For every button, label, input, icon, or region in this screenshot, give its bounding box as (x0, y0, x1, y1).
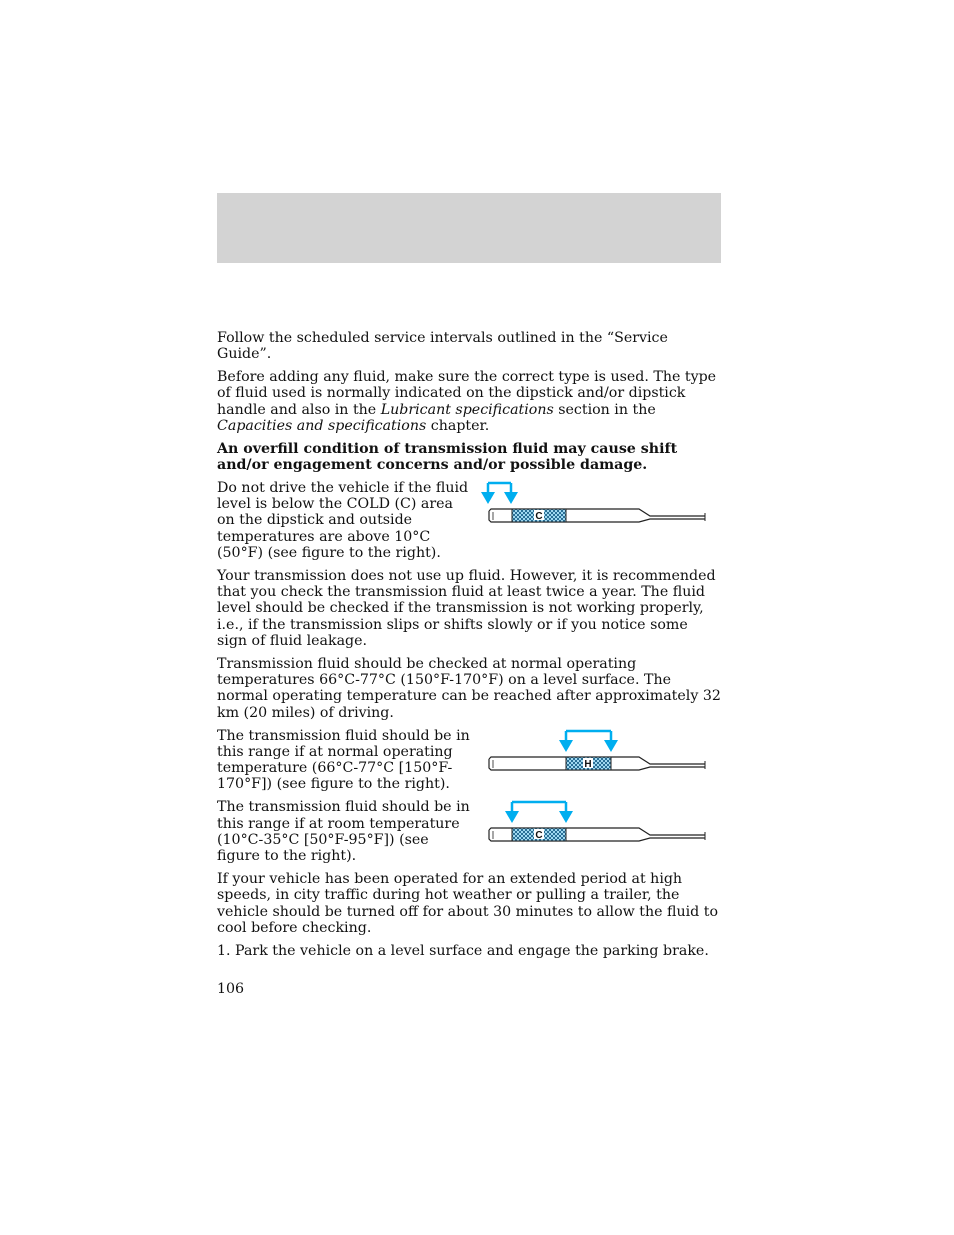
cold-zone-label: C (535, 510, 543, 522)
cold-warning-row (217, 480, 722, 561)
hot-zone-label: H (584, 758, 592, 770)
paragraph-operating-temp: Transmission fluid should be checked at normal operating temperatures 66°C-77°C (150°F-170°F) on a level surface. The normal operating temperature can be reached after approximately 32 km (20 miles) of driving. (217, 655, 721, 721)
link-lubricant-specifications: Lubricant specifications (380, 401, 554, 418)
hot-range-row (217, 728, 722, 793)
link-capacities-specifications: Capacities and specifications (217, 417, 427, 434)
fluid-type-text-3: chapter. (426, 417, 490, 434)
arrow-bracket-low (481, 483, 518, 504)
dipstick-hot-illustration (487, 728, 707, 776)
header-band (217, 193, 721, 263)
dipstick-low-illustration (487, 480, 707, 528)
paragraph-cold-range: The transmission fluid should be in this range if at room temperature (10°C-35°C [50°F-95°F]) (see figure to the right). (217, 799, 470, 865)
cold-range-row (217, 799, 722, 864)
paragraph-cold-warning: Do not drive the vehicle if the fluid level is below the COLD (C) area on the dipstick and outside temperatures are above 10°C (50°F) (see figure to the right). (217, 479, 469, 562)
step-1-park: 1. Park the vehicle on a level surface and engage the parking brake. (217, 942, 709, 959)
paragraph-fluid-type (217, 369, 722, 434)
arrow-bracket-hot (559, 731, 618, 752)
arrow-bracket-cold (505, 802, 573, 823)
paragraph-service-intervals: Follow the scheduled service intervals outlined in the “Service Guide”. (217, 330, 668, 363)
figure-dipstick-cold (487, 799, 707, 847)
figure-dipstick-hot (487, 728, 707, 776)
fluid-type-text-1: Before adding any fluid, make sure the correct type is used. The type of fluid used is normally indicated on the dipstick and/or dipstick handle and also in the (217, 369, 717, 418)
cold-zone-label: C (535, 830, 543, 842)
paragraph-check-frequency: Your transmission does not use up fluid. However, it is recommended that you check the transmission fluid at least twice a year. The fluid level should be checked if the transmission is not working properly, i.e., if the transmission slips or shifts slowly or if you notice some sign of fluid leakage. (217, 567, 716, 650)
figure-dipstick-low (487, 480, 707, 528)
fluid-type-text-2: section in the (553, 401, 656, 418)
dipstick-cold-illustration (487, 799, 707, 847)
page-number: 106 (217, 981, 245, 997)
paragraph-hot-range: The transmission fluid should be in this range if at normal operating temperature (66°C-77°C [150°F-170°F]) (see figure to the right). (217, 727, 470, 793)
warning-overfill: An overfill condition of transmission fluid may cause shift and/or engagement concerns and/or possible damage. (217, 440, 678, 474)
page-content (217, 330, 722, 965)
paragraph-cool-down: If your vehicle has been operated for an extended period at high speeds, in city traffic during hot weather or pulling a trailer, the vehicle should be turned off for about 30 minutes to allow the fluid to cool before checking. (217, 870, 718, 936)
